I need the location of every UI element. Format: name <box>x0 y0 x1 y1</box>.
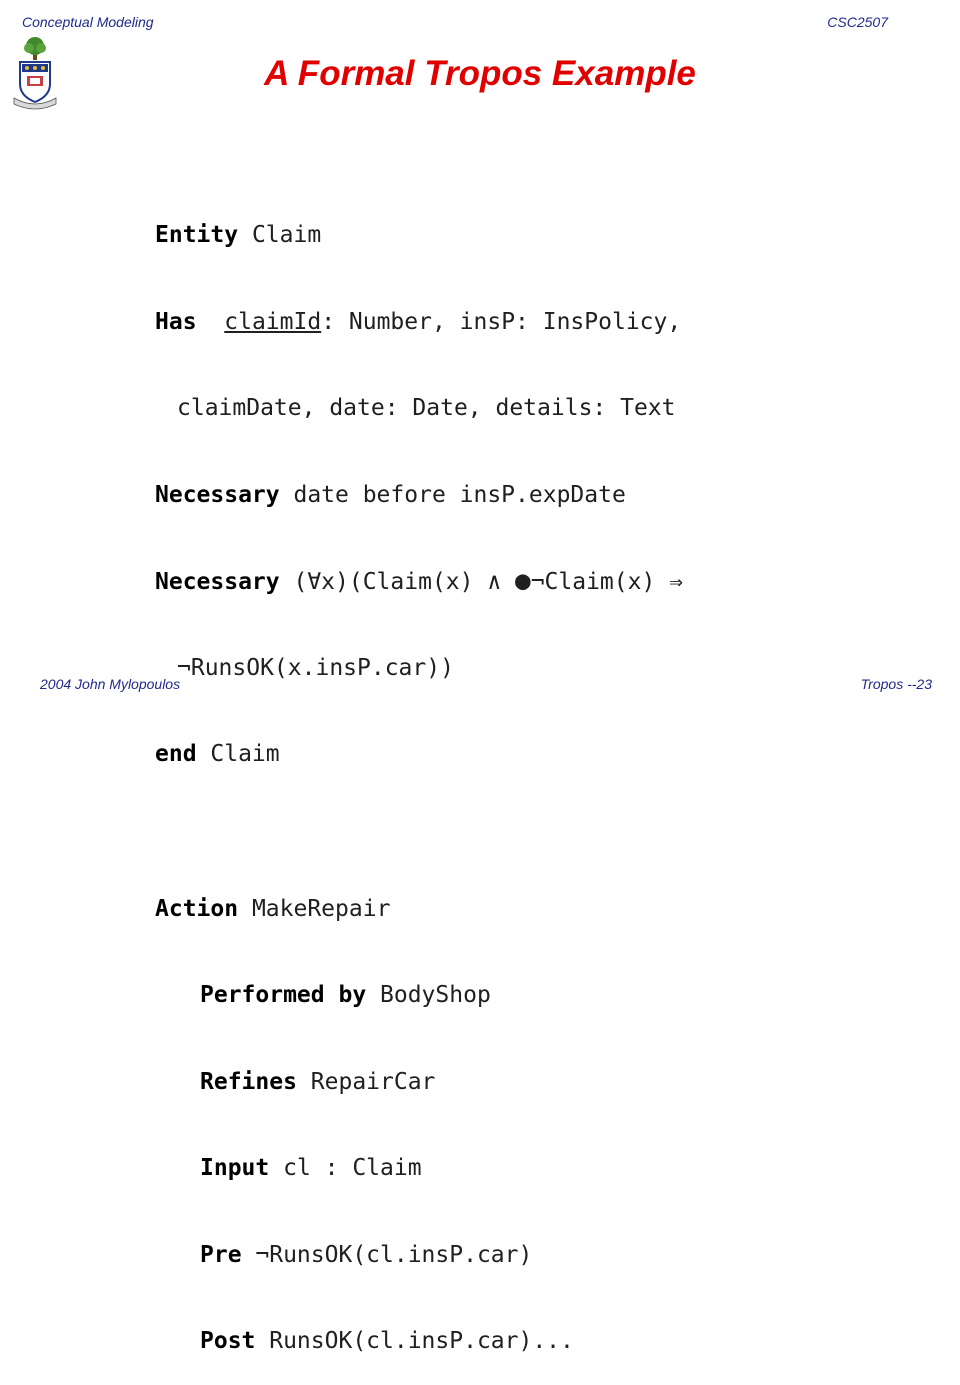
code-text: : Number, insP: InsPolicy, <box>321 308 682 335</box>
code-text: (∀x)(Claim(x) ∧ <box>279 569 516 595</box>
code-text: BodyShop <box>366 982 491 1008</box>
author-footer: 2004 John Mylopoulos <box>40 676 181 692</box>
formal-tropos-code <box>155 166 683 1385</box>
code-text: date before insP.expDate <box>279 481 626 508</box>
code-text: ¬Claim(x) ⇒ <box>530 569 684 595</box>
code-line <box>155 478 683 513</box>
keyword: Input <box>200 1155 270 1181</box>
code-line <box>155 1065 683 1100</box>
slide-number: Tropos --23 <box>860 676 932 692</box>
code-line <box>155 978 683 1013</box>
keyword: Necessary <box>155 569 280 595</box>
keyword: end <box>155 741 197 767</box>
code-text: MakeRepair <box>238 895 391 922</box>
keyword: Action <box>155 895 239 922</box>
keyword: Necessary <box>155 481 280 508</box>
code-text: Claim <box>196 741 280 767</box>
previous-state-bullet: ● <box>515 566 531 596</box>
key-attribute: claimId <box>224 308 322 335</box>
code-line <box>155 218 683 253</box>
keyword: Post <box>200 1328 256 1354</box>
code-text: claimDate, date: Date, details: Text <box>177 395 676 421</box>
code-text: ¬RunsOK(cl.insP.car) <box>241 1241 533 1268</box>
course-title: Conceptual Modeling <box>22 14 154 30</box>
code-text: RepairCar <box>296 1068 436 1095</box>
code-line <box>155 892 683 927</box>
keyword: Has <box>155 308 197 335</box>
code-line <box>155 1151 683 1186</box>
code-text: ¬RunsOK(x.insP.car)) <box>177 654 454 681</box>
code-text: RunsOK(cl.insP.car)... <box>255 1328 574 1354</box>
code-text: cl : Claim <box>269 1155 422 1181</box>
keyword: Pre <box>200 1241 242 1268</box>
keyword: Refines <box>200 1068 297 1095</box>
code-line <box>155 391 683 426</box>
keyword: Entity <box>155 222 239 248</box>
keyword: Performed by <box>200 982 367 1008</box>
code-line <box>155 305 683 340</box>
code-text: Claim <box>251 222 322 248</box>
code-line <box>155 737 683 772</box>
code-line <box>155 564 683 599</box>
code-line <box>155 651 683 686</box>
slide-title: A Formal Tropos Example <box>264 54 696 93</box>
code-line <box>155 1238 683 1273</box>
code-line <box>155 1324 683 1359</box>
course-code: CSC2507 <box>827 14 888 30</box>
